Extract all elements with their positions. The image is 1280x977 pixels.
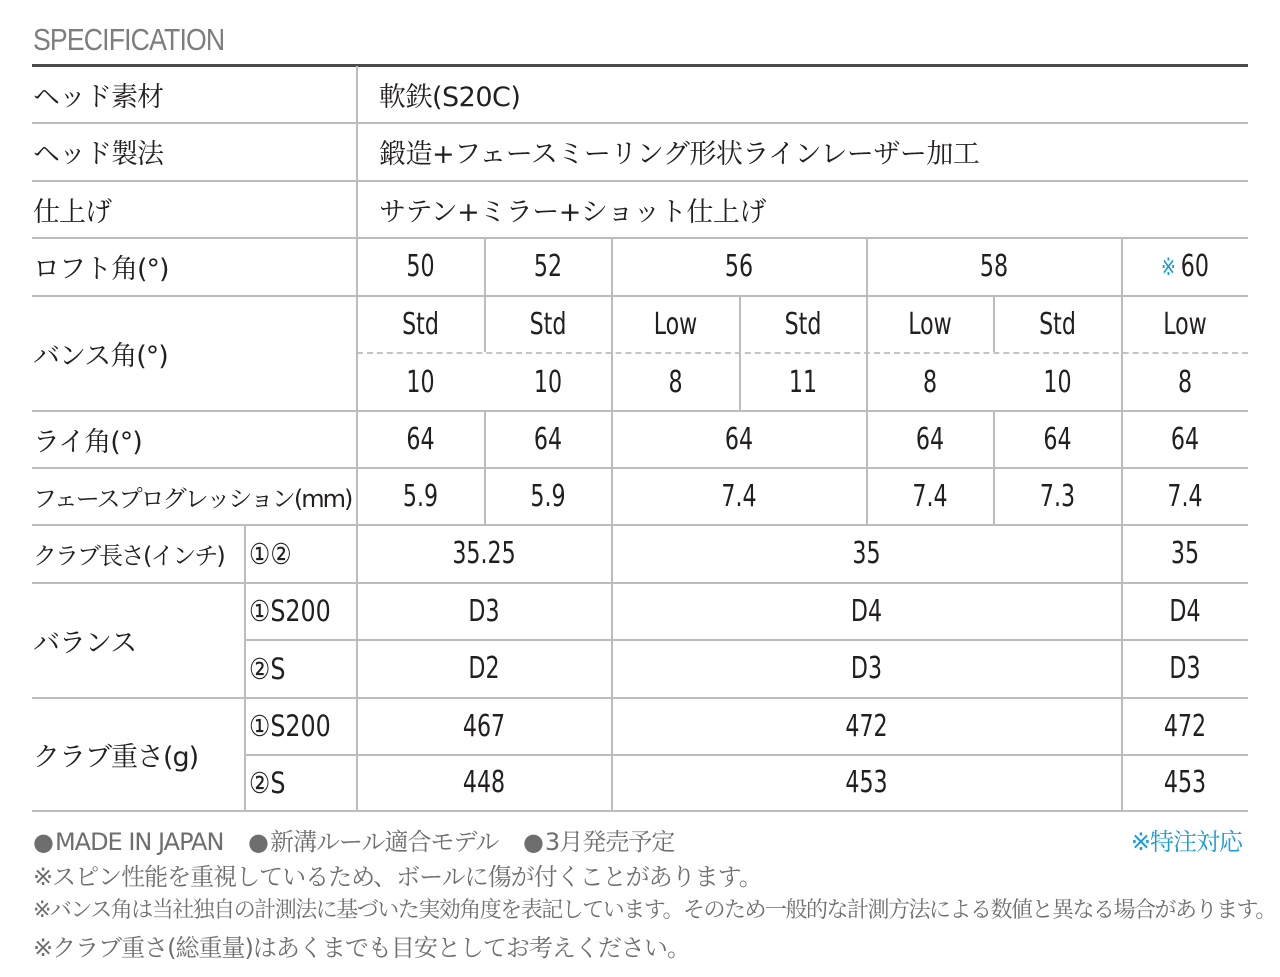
bounce-type: Std	[402, 306, 439, 342]
club-length-sub-label: ①②	[249, 536, 292, 571]
weight-s-value: 448	[462, 765, 506, 800]
bounce-value: 8	[922, 364, 938, 400]
bounce-value: 8	[1177, 364, 1193, 400]
bullet-made-in-japan: ● MADE IN JAPAN	[33, 828, 223, 856]
balance-s200-sub-label: ①S200	[249, 594, 331, 628]
col-divider	[993, 410, 995, 524]
club-length-label: クラブ長さ(インチ)	[33, 542, 224, 570]
col-divider	[484, 296, 486, 352]
weight-label: クラブ重さ(g)	[33, 741, 199, 773]
col-divider	[866, 238, 868, 524]
face-progression-value: 5.9	[402, 478, 439, 514]
bounce-value: 11	[788, 364, 818, 400]
balance-s200-value: D4	[850, 593, 883, 629]
weight-s-sub-label: ②S	[249, 765, 286, 800]
lie-value: 64	[406, 421, 435, 457]
bounce-value: 10	[1043, 364, 1072, 400]
face-progression-value: 7.4	[912, 478, 948, 514]
weight-s-value: 453	[845, 765, 888, 800]
lie-value: 64	[533, 421, 563, 457]
loft-value: 60	[1180, 249, 1209, 284]
row-divider	[32, 810, 1248, 812]
face-progression-value: 5.9	[530, 478, 566, 514]
face-progression-value: 7.4	[721, 478, 757, 514]
bounce-label: バンス角(°)	[33, 340, 168, 372]
club-length-value: 35	[852, 536, 881, 571]
col-divider	[611, 238, 613, 810]
balance-s200-value: D4	[1169, 593, 1201, 629]
weight-s200-value: 472	[1163, 708, 1207, 744]
balance-s-value: D3	[1169, 651, 1201, 686]
col-divider	[1121, 238, 1123, 810]
bounce-type: Low	[653, 306, 698, 342]
loft-value-special	[1133, 238, 1236, 295]
head-material-value: 軟鉄(S20C)	[379, 81, 521, 113]
loft-value: 56	[724, 249, 754, 284]
head-process-label: ヘッド製法	[33, 139, 163, 170]
face-progression-value: 7.3	[1039, 478, 1076, 514]
balance-s200-value: D3	[468, 593, 500, 629]
lie-value: 64	[724, 421, 754, 457]
finish-label: 仕上げ	[33, 196, 111, 228]
balance-s-value: D2	[468, 651, 500, 686]
lie-label: ライ角(°)	[33, 426, 142, 458]
col-divider	[356, 66, 358, 810]
bounce-value: 8	[668, 364, 683, 400]
col-divider	[484, 410, 486, 524]
bullet-release: ● 3月発売予定	[523, 828, 674, 856]
section-title: SPECIFICATION	[33, 22, 225, 57]
loft-value: 58	[979, 249, 1009, 284]
special-order-note: ※特注対応	[1130, 828, 1242, 856]
balance-label: バランス	[33, 627, 137, 659]
title-rule	[32, 64, 1248, 67]
lie-value: 64	[915, 421, 945, 457]
weight-s200-value: 472	[845, 708, 888, 744]
bounce-type: Std	[1039, 306, 1076, 342]
face-progression-value: 7.4	[1167, 478, 1203, 514]
club-length-value: 35	[1170, 536, 1200, 571]
bounce-type: Low	[908, 306, 952, 342]
finish-value: サテン+ミラー+ショット仕上げ	[379, 196, 766, 228]
weight-s200-sub-label: ①S200	[249, 709, 331, 743]
footnote: ※クラブ重さ(総重量)はあくまでも目安としてお考えください。	[33, 934, 690, 962]
col-divider	[244, 525, 246, 810]
loft-value: 50	[406, 249, 435, 284]
head-material-label: ヘッド素材	[33, 81, 163, 113]
footnote: ※スピン性能を重視しているため、ボールに傷が付くことがあります。	[33, 863, 762, 891]
bounce-value: 10	[406, 364, 435, 400]
col-divider	[739, 353, 741, 410]
head-process-value: 鍛造+フェースミーリング形状ラインレーザー加工	[379, 139, 980, 170]
balance-s-sub-label: ②S	[249, 651, 286, 686]
special-order-mark: ※	[1161, 252, 1176, 281]
weight-s200-value: 467	[462, 708, 506, 744]
club-length-value: 35.25	[452, 536, 516, 571]
loft-value: 52	[533, 249, 563, 284]
bounce-value: 10	[533, 364, 563, 400]
face-progression-label: フェースプログレッション(mm)	[33, 484, 352, 513]
bounce-type: Std	[784, 306, 822, 342]
col-divider	[739, 296, 741, 352]
lie-value: 64	[1170, 421, 1200, 457]
bullet-groove-rule: ● 新溝ルール適合モデル	[248, 828, 498, 856]
lie-value: 64	[1043, 421, 1072, 457]
balance-s-value: D3	[850, 651, 883, 686]
footnote: ※バンス角は当社独自の計測法に基づいた実効角度を表記しています。そのため一般的な計測方法による数値と異なる場合があります。	[33, 898, 1276, 923]
col-divider	[993, 296, 995, 352]
footer-bullets	[33, 822, 674, 857]
bounce-type: Low	[1163, 306, 1207, 342]
bounce-type: Std	[529, 306, 567, 342]
loft-label: ロフト角(°)	[33, 254, 169, 285]
col-divider	[484, 238, 486, 295]
weight-s-value: 453	[1163, 765, 1207, 800]
